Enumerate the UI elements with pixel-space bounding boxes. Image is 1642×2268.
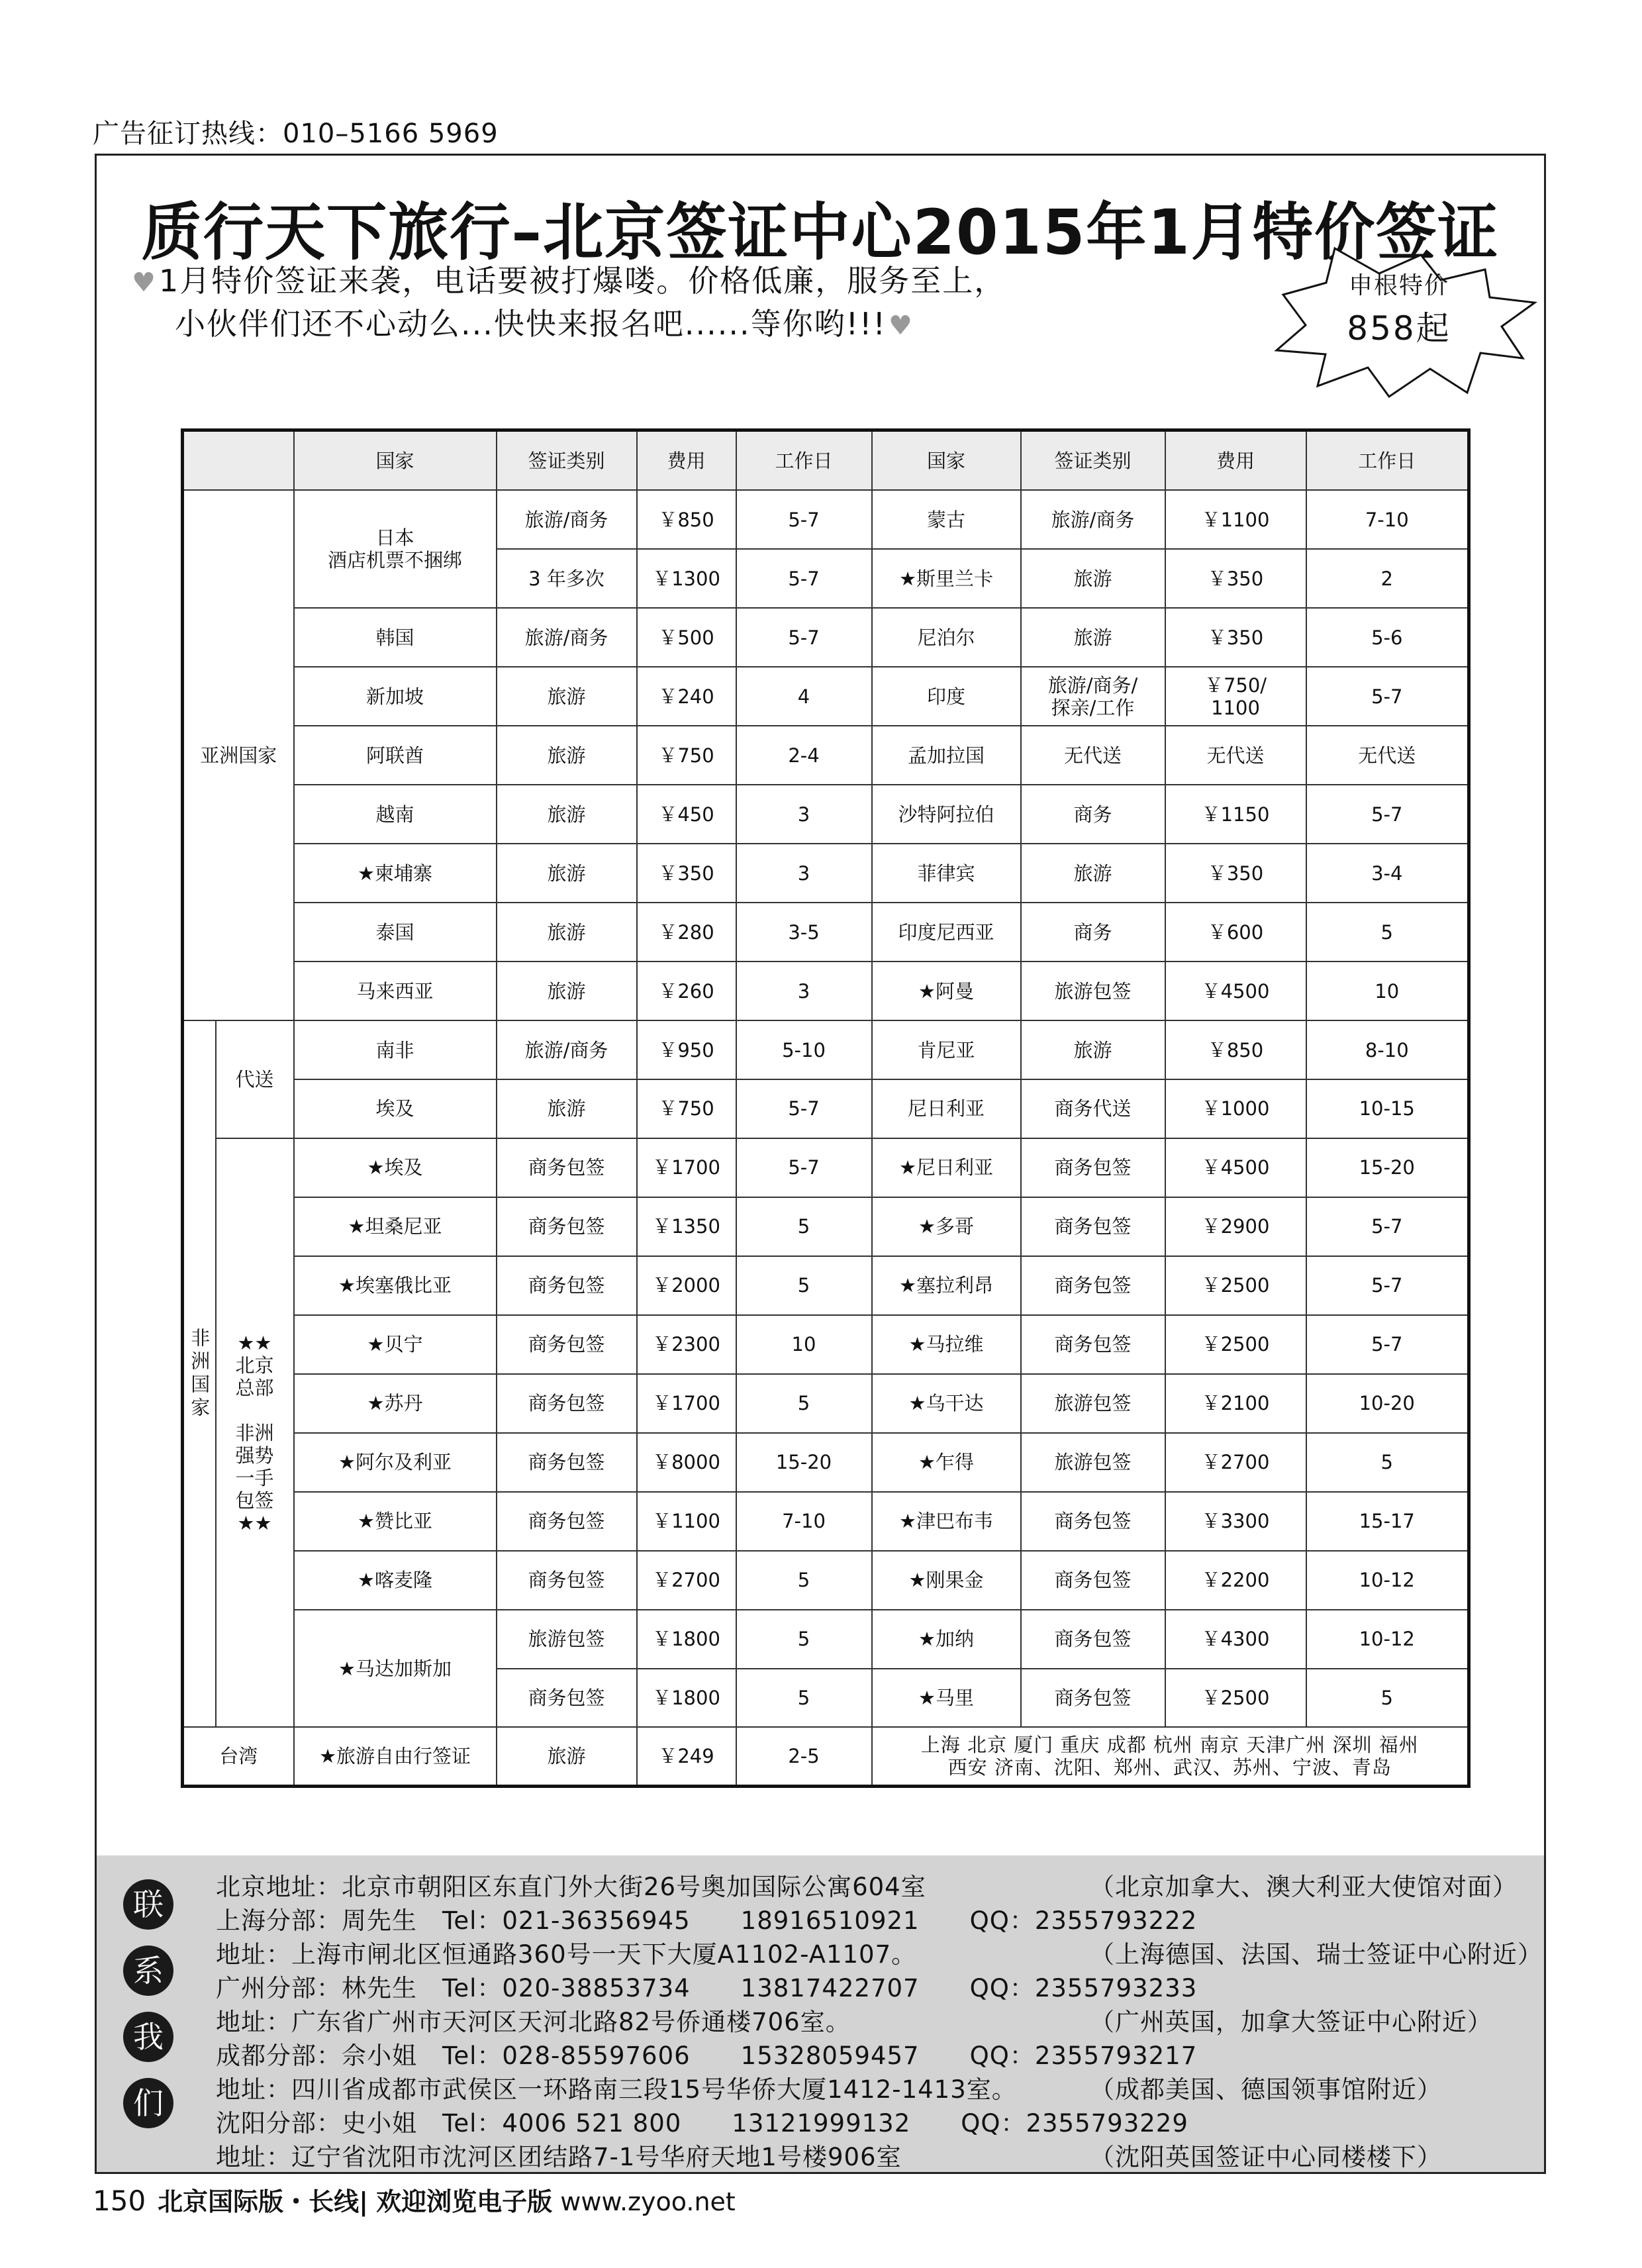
- table-cell: 旅游: [1021, 1020, 1165, 1079]
- table-cell: 5-7: [736, 1079, 872, 1138]
- table-cell: ★阿尔及利亚: [294, 1433, 497, 1492]
- footer-url: www.zyoo.net: [560, 2187, 736, 2216]
- table-cell: 商务包签: [497, 1138, 637, 1197]
- contact-line: [216, 2106, 1518, 2140]
- table-cell: 旅游/商务: [497, 608, 637, 667]
- table-cell: 商务包签: [1021, 1610, 1165, 1669]
- header-cell: 签证类别: [1021, 430, 1165, 491]
- table-cell: 无代送: [1306, 726, 1469, 785]
- contact-note: （广州英国，加拿大签证中心附近）: [1090, 2008, 1492, 2036]
- table-cell: 10: [1306, 961, 1469, 1020]
- table-cell: ￥2500: [1165, 1256, 1306, 1315]
- table-row: [183, 785, 1469, 844]
- table-cell: ￥1000: [1165, 1079, 1306, 1138]
- table-cell: 8-10: [1306, 1020, 1469, 1079]
- contact-note: （上海德国、法国、瑞士签证中心附近）: [1090, 1940, 1543, 1969]
- table-cell: 旅游: [497, 726, 637, 785]
- table-cell: ★斯里兰卡: [872, 549, 1021, 608]
- table-cell: 5-7: [736, 490, 872, 549]
- table-cell: 旅游: [497, 785, 637, 844]
- table-cell: 印度尼西亚: [872, 903, 1021, 961]
- table-cell: 旅游: [497, 1079, 637, 1138]
- table-cell: ★阿曼: [872, 961, 1021, 1020]
- page-number: 150: [93, 2185, 146, 2217]
- table-row: [183, 490, 1469, 549]
- table-cell: 商务: [1021, 785, 1165, 844]
- contact-badge-char: 们: [123, 2078, 173, 2128]
- table-cell: 5-7: [1306, 785, 1469, 844]
- table-cell: 沙特阿拉伯: [872, 785, 1021, 844]
- table-cell: 旅游: [497, 844, 637, 903]
- section-name: 北京国际版・长线|: [158, 2187, 369, 2216]
- table-cell: 5-7: [736, 549, 872, 608]
- contact-text: 地址：辽宁省沈阳市沈河区团结路7-1号华府天地1号楼906室: [216, 2143, 902, 2171]
- table-cell: ￥1300: [637, 549, 736, 608]
- table-cell: ￥4500: [1165, 961, 1306, 1020]
- table-cell: 韩国: [294, 608, 497, 667]
- table-cell: 旅游/商务: [497, 1020, 637, 1079]
- table-cell: ￥1100: [1165, 490, 1306, 549]
- table-cell: 泰国: [294, 903, 497, 961]
- table-cell: 蒙古: [872, 490, 1021, 549]
- table-row: [183, 844, 1469, 903]
- table-cell: 4: [736, 667, 872, 726]
- table-cell: ￥1100: [637, 1492, 736, 1551]
- contact-text: 广州分部：林先生 Tel：020-38853734 13817422707 QQ：2355793233: [216, 1974, 1198, 2002]
- table-row: [183, 608, 1469, 667]
- table-row: [183, 1433, 1469, 1492]
- table-cell: ★塞拉利昂: [872, 1256, 1021, 1315]
- table-cell: 3: [736, 961, 872, 1020]
- table-cell: ￥1700: [637, 1374, 736, 1433]
- table-row: [183, 1197, 1469, 1256]
- table-cell: ￥350: [1165, 608, 1306, 667]
- table-cell: 5-7: [1306, 1197, 1469, 1256]
- contact-section: [97, 1855, 1544, 2172]
- table-cell: 5: [736, 1374, 872, 1433]
- table-cell: 南非: [294, 1020, 497, 1079]
- table-cell: 旅游: [1021, 549, 1165, 608]
- table-cell: 商务包签: [497, 1492, 637, 1551]
- table-cell: ★柬埔寨: [294, 844, 497, 903]
- table-cell: 无代送: [1165, 726, 1306, 785]
- table-cell: ★坦桑尼亚: [294, 1197, 497, 1256]
- table-cell: ★赞比亚: [294, 1492, 497, 1551]
- table-cell: 旅游: [497, 1727, 637, 1786]
- table-cell: 5: [1306, 1669, 1469, 1728]
- contact-line: [216, 2140, 1518, 2174]
- table-cell: ￥450: [637, 785, 736, 844]
- table-cell: ★埃塞俄比亚: [294, 1256, 497, 1315]
- ad-hotline: 广告征订热线：010–5166 5969: [93, 119, 499, 149]
- table-cell: ￥2500: [1165, 1315, 1306, 1374]
- table-cell: 5: [736, 1256, 872, 1315]
- table-cell: 旅游: [497, 903, 637, 961]
- table-cell: 商务包签: [1021, 1315, 1165, 1374]
- contact-note: （北京加拿大、澳大利亚大使馆对面）: [1090, 1873, 1518, 1901]
- table-cell: ￥2200: [1165, 1551, 1306, 1610]
- table-cell: ￥1700: [637, 1138, 736, 1197]
- table-cell: ￥249: [637, 1727, 736, 1786]
- table-cell: ★苏丹: [294, 1374, 497, 1433]
- table-cell: 5: [1306, 1433, 1469, 1492]
- table-cell: ￥350: [637, 844, 736, 903]
- region-africa: 非洲国家: [183, 1020, 216, 1727]
- table-cell: ￥1800: [637, 1669, 736, 1728]
- contact-text: 成都分部：佘小姐 Tel：028-85597606 15328059457 QQ：2355793217: [216, 2042, 1198, 2070]
- heart-icon: ♥: [888, 311, 914, 341]
- table-cell: 7-10: [736, 1492, 872, 1551]
- header-region: [183, 430, 294, 491]
- table-cell: 尼泊尔: [872, 608, 1021, 667]
- header-cell: 国家: [294, 430, 497, 491]
- table-cell: 商务: [1021, 903, 1165, 961]
- contact-line: [216, 1938, 1543, 1971]
- table-cell: ￥280: [637, 903, 736, 961]
- schengen-price: 858起: [1347, 309, 1451, 348]
- table-row: [183, 1610, 1469, 1669]
- header-cell: 国家: [872, 430, 1021, 491]
- table-cell: ★乍得: [872, 1433, 1021, 1492]
- table-cell: 5: [736, 1669, 872, 1728]
- table-cell: 尼日利亚: [872, 1079, 1021, 1138]
- table-cell: 商务包签: [1021, 1669, 1165, 1728]
- table-cell: 5-7: [736, 608, 872, 667]
- contact-badge-char: 系: [123, 1946, 173, 1996]
- visa-ad-frame: [95, 154, 1546, 2174]
- table-cell: 15-17: [1306, 1492, 1469, 1551]
- table-cell: 孟加拉国: [872, 726, 1021, 785]
- contact-note: （沈阳英国签证中心同楼楼下）: [1090, 2143, 1442, 2171]
- table-row: [183, 667, 1469, 726]
- table-cell: 商务包签: [1021, 1138, 1165, 1197]
- intro-text: [130, 260, 1006, 346]
- table-cell: ￥850: [637, 490, 736, 549]
- table-cell: ￥4500: [1165, 1138, 1306, 1197]
- table-cell: 5-6: [1306, 608, 1469, 667]
- visa-price-table: [181, 428, 1471, 1788]
- table-cell: ￥600: [1165, 903, 1306, 961]
- table-cell: 旅游包签: [1021, 1374, 1165, 1433]
- table-cell: ★马里: [872, 1669, 1021, 1728]
- page-title: 质行天下旅行–北京签证中心2015年1月特价签证: [141, 197, 1500, 269]
- table-cell: ￥350: [1165, 844, 1306, 903]
- contact-badge-char: 联: [123, 1879, 173, 1930]
- table-cell: 马来西亚: [294, 961, 497, 1020]
- table-cell: 商务包签: [497, 1197, 637, 1256]
- header-cell: 工作日: [1306, 430, 1469, 491]
- table-cell: 旅游: [1021, 608, 1165, 667]
- table-cell: 肯尼亚: [872, 1020, 1021, 1079]
- table-cell: 旅游/商务: [1021, 490, 1165, 549]
- table-cell: ￥2500: [1165, 1669, 1306, 1728]
- table-row: [183, 1551, 1469, 1610]
- table-cell: ★乌干达: [872, 1374, 1021, 1433]
- table-row: [183, 1492, 1469, 1551]
- table-cell: 5: [736, 1610, 872, 1669]
- table-cell: ￥850: [1165, 1020, 1306, 1079]
- contact-line: [216, 1904, 1518, 1938]
- table-cell: 旅游: [497, 961, 637, 1020]
- table-cell: 商务包签: [497, 1551, 637, 1610]
- contact-line: [216, 2005, 1518, 2039]
- country-cell: 日本 酒店机票不捆绑: [294, 490, 497, 608]
- header-cell: 费用: [1165, 430, 1306, 491]
- table-cell: ￥750: [637, 726, 736, 785]
- table-cell: ￥3300: [1165, 1492, 1306, 1551]
- table-cell: 新加坡: [294, 667, 497, 726]
- table-cell: 5: [736, 1197, 872, 1256]
- table-cell: ★多哥: [872, 1197, 1021, 1256]
- table-cell: ￥350: [1165, 549, 1306, 608]
- contact-line: [216, 1870, 1518, 1904]
- table-cell: 商务包签: [1021, 1492, 1165, 1551]
- table-cell: 商务包签: [1021, 1197, 1165, 1256]
- table-cell: 10: [736, 1315, 872, 1374]
- table-row: [183, 1256, 1469, 1315]
- country-cell: ★马达加斯加: [294, 1610, 497, 1728]
- table-cell: ￥2900: [1165, 1197, 1306, 1256]
- contact-text: 上海分部：周先生 Tel：021-36356945 18916510921 QQ：2355793222: [216, 1906, 1198, 1935]
- region-taiwan: 台湾: [183, 1727, 294, 1786]
- table-cell: 商务包签: [1021, 1256, 1165, 1315]
- table-cell: ￥2100: [1165, 1374, 1306, 1433]
- table-row: [183, 1315, 1469, 1374]
- intro-line-1: 1月特价签证来袭，电话要被打爆喽。价格低廉，服务至上，: [159, 263, 1006, 299]
- table-cell: ★贝宁: [294, 1315, 497, 1374]
- table-row: [183, 903, 1469, 961]
- table-cell: 菲律宾: [872, 844, 1021, 903]
- table-cell: ￥950: [637, 1020, 736, 1079]
- contact-text: 地址：四川省成都市武侯区一环路南三段15号华侨大厦1412-1413室。: [216, 2075, 1017, 2104]
- table-cell: 15-20: [736, 1433, 872, 1492]
- table-cell: 商务包签: [497, 1374, 637, 1433]
- header-cell: 工作日: [736, 430, 872, 491]
- table-cell: ￥750: [637, 1079, 736, 1138]
- table-cell: 3-5: [736, 903, 872, 961]
- table-cell: 7-10: [1306, 490, 1469, 549]
- table-cell: 5: [736, 1551, 872, 1610]
- table-cell: ★埃及: [294, 1138, 497, 1197]
- table-cell: ★津巴布韦: [872, 1492, 1021, 1551]
- table-cell: 15-20: [1306, 1138, 1469, 1197]
- contact-line: [216, 1971, 1518, 2005]
- table-cell: 旅游包签: [1021, 961, 1165, 1020]
- table-cell: ￥240: [637, 667, 736, 726]
- table-cell: 3-4: [1306, 844, 1469, 903]
- table-cell: ￥8000: [637, 1433, 736, 1492]
- table-cell: ★尼日利亚: [872, 1138, 1021, 1197]
- table-cell: ★喀麦隆: [294, 1551, 497, 1610]
- table-row: [183, 1079, 1469, 1138]
- table-cell: ★刚果金: [872, 1551, 1021, 1610]
- region-asia: 亚洲国家: [183, 490, 294, 1020]
- table-cell: 商务代送: [1021, 1079, 1165, 1138]
- contact-line: [216, 2073, 1518, 2106]
- contact-text: 北京地址：北京市朝阳区东直门外大街26号奥加国际公寓604室: [216, 1873, 926, 1901]
- table-row: [183, 1020, 1469, 1079]
- table-cell: 旅游包签: [1021, 1433, 1165, 1492]
- table-cell: 旅游: [1021, 844, 1165, 903]
- heart-icon: ♥: [132, 268, 157, 298]
- taiwan-cities: 上海 北京 厦门 重庆 成都 杭州 南京 天津广州 深圳 福州 西安 济南、沈阳、郑州、武汉、苏州、宁波、青岛: [872, 1727, 1469, 1786]
- table-cell: 埃及: [294, 1079, 497, 1138]
- table-cell: ★马拉维: [872, 1315, 1021, 1374]
- table-cell: ￥1350: [637, 1197, 736, 1256]
- contact-text: 沈阳分部：史小姐 Tel：4006 521 800 13121999132 QQ：2355793229: [216, 2109, 1188, 2138]
- table-row: [183, 1727, 1469, 1786]
- table-cell: 商务包签: [497, 1669, 637, 1728]
- table-cell: 5-7: [1306, 1256, 1469, 1315]
- table-cell: 10-12: [1306, 1551, 1469, 1610]
- intro-line-2: 小伙伴们还不心动么...快快来报名吧......等你哟!!!: [175, 306, 887, 342]
- schengen-price-badge: [1257, 267, 1541, 350]
- table-cell: 旅游/商务: [497, 490, 637, 549]
- table-cell: 3 年多次: [497, 549, 637, 608]
- table-cell: 3: [736, 844, 872, 903]
- table-cell: 无代送: [1021, 726, 1165, 785]
- table-cell: ￥260: [637, 961, 736, 1020]
- table-cell: 旅游: [497, 667, 637, 726]
- table-cell: 商务包签: [497, 1315, 637, 1374]
- table-cell: 商务包签: [497, 1256, 637, 1315]
- table-cell: 3: [736, 785, 872, 844]
- table-cell: ￥1800: [637, 1610, 736, 1669]
- contact-line: [216, 2039, 1518, 2073]
- table-cell: ￥4300: [1165, 1610, 1306, 1669]
- table-row: [183, 1374, 1469, 1433]
- table-cell: ￥1150: [1165, 785, 1306, 844]
- table-cell: 商务包签: [1021, 1551, 1165, 1610]
- table-cell: 越南: [294, 785, 497, 844]
- table-cell: ￥500: [637, 608, 736, 667]
- subregion-beijing-hq: ★★ 北京 总部 非洲 强势 一手 包签 ★★: [216, 1138, 294, 1728]
- table-cell: 印度: [872, 667, 1021, 726]
- table-cell: 5-7: [736, 1138, 872, 1197]
- table-cell: 2: [1306, 549, 1469, 608]
- contact-badge-char: 我: [123, 2012, 173, 2062]
- table-cell: ★加纳: [872, 1610, 1021, 1669]
- table-cell: 5-10: [736, 1020, 872, 1079]
- table-row: [183, 961, 1469, 1020]
- table-cell: 旅游包签: [497, 1610, 637, 1669]
- table-row: [183, 1138, 1469, 1197]
- contact-lines: [216, 1870, 1543, 2174]
- footer-welcome: 欢迎浏览电子版: [376, 2187, 553, 2216]
- table-cell: 5-7: [1306, 667, 1469, 726]
- table-cell: ★旅游自由行签证: [294, 1727, 497, 1786]
- table-cell: ￥2300: [637, 1315, 736, 1374]
- table-cell: 旅游/商务/ 探亲/工作: [1021, 667, 1165, 726]
- contact-text: 地址：广东省广州市天河区天河北路82号侨通楼706室。: [216, 2008, 851, 2036]
- table-cell: 阿联酋: [294, 726, 497, 785]
- table-cell: 10-12: [1306, 1610, 1469, 1669]
- table-cell: 10-20: [1306, 1374, 1469, 1433]
- table-cell: 5: [1306, 903, 1469, 961]
- table-cell: ￥750/ 1100: [1165, 667, 1306, 726]
- table-row: [183, 726, 1469, 785]
- table-cell: ￥2700: [1165, 1433, 1306, 1492]
- table-cell: 2-5: [736, 1727, 872, 1786]
- table-header-row: [183, 430, 1469, 491]
- table-cell: 2-4: [736, 726, 872, 785]
- header-cell: 签证类别: [497, 430, 637, 491]
- table-cell: 5-7: [1306, 1315, 1469, 1374]
- contact-note: （成都美国、德国领事馆附近）: [1090, 2075, 1442, 2104]
- table-cell: 10-15: [1306, 1079, 1469, 1138]
- subregion-daisong: 代送: [216, 1020, 294, 1138]
- contact-text: 地址：上海市闸北区恒通路360号一天下大厦A1102-A1107。: [216, 1940, 917, 1969]
- table-cell: ￥2700: [637, 1551, 736, 1610]
- page-footer: [93, 2181, 736, 2218]
- contact-us-badge: [123, 1879, 173, 2144]
- table-cell: ￥2000: [637, 1256, 736, 1315]
- schengen-label: 申根特价: [1348, 272, 1449, 299]
- header-cell: 费用: [637, 430, 736, 491]
- table-cell: 商务包签: [497, 1433, 637, 1492]
